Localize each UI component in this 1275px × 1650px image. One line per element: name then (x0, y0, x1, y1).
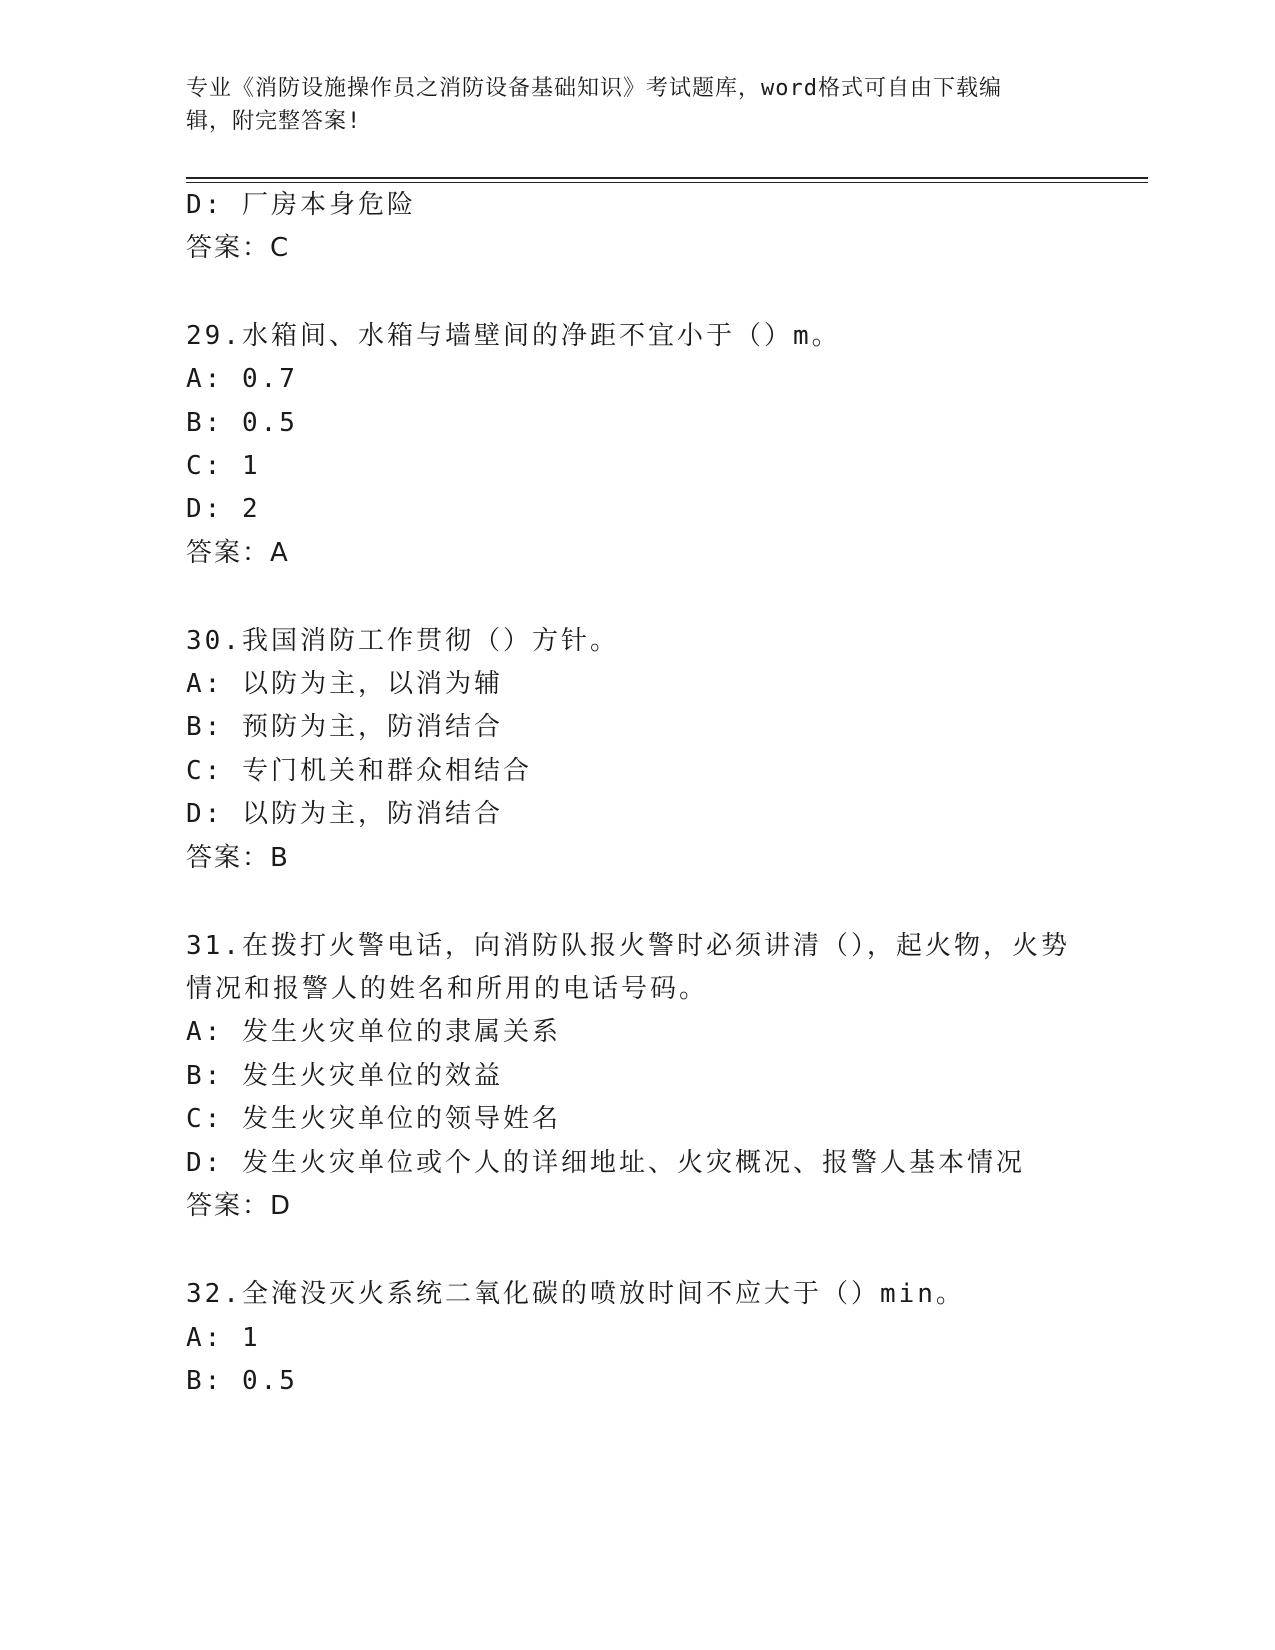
q30-option-a: A: 以防为主，以消为辅 (186, 669, 503, 699)
q31-option-d: D: 发生火灾单位或个人的详细地址、火灾概况、报警人基本情况 (186, 1148, 1025, 1178)
header-divider-thick (186, 177, 1148, 179)
q32-option-b: B: 0.5 (186, 1366, 298, 1396)
prev-answer: 答案：C (186, 233, 291, 263)
header-line-1: 专业《消防设施操作员之消防设备基础知识》考试题库，word格式可自由下载编 (186, 76, 1002, 101)
q31-option-a: A: 发生火灾单位的隶属关系 (186, 1017, 561, 1047)
q31-answer: 答案：D (186, 1191, 293, 1221)
q30-stem: 30.我国消防工作贯彻（）方针。 (186, 626, 619, 656)
q30-option-d: D: 以防为主，防消结合 (186, 799, 503, 829)
q32-option-a: A: 1 (186, 1323, 261, 1353)
q29-option-c: C: 1 (186, 451, 261, 481)
q31-stem-line-2: 情况和报警人的姓名和所用的电话号码。 (186, 974, 709, 1004)
q30-option-b: B: 预防为主，防消结合 (186, 712, 503, 742)
q31-option-c: C: 发生火灾单位的领导姓名 (186, 1104, 561, 1134)
document-header (186, 72, 1066, 138)
header-line-2: 辑，附完整答案! (186, 109, 362, 134)
q30-answer: 答案：B (186, 843, 290, 873)
header-divider-thin (186, 182, 1148, 183)
q32-stem: 32.全淹没灭火系统二氧化碳的喷放时间不应大于（）min。 (186, 1279, 965, 1309)
q31-stem-line-1: 31.在拨打火警电话，向消防队报火警时必须讲清（），起火物，火势 (186, 931, 1070, 961)
q29-option-a: A: 0.7 (186, 364, 298, 394)
q29-answer: 答案：A (186, 538, 290, 568)
q29-option-d: D: 2 (186, 494, 261, 524)
q31-option-b: B: 发生火灾单位的效益 (186, 1061, 503, 1091)
q30-option-c: C: 专门机关和群众相结合 (186, 756, 532, 786)
prev-option-d: D: 厂房本身危险 (186, 190, 416, 220)
q29-stem: 29.水箱间、水箱与墙壁间的净距不宜小于（）m。 (186, 321, 841, 351)
q29-option-b: B: 0.5 (186, 408, 298, 438)
